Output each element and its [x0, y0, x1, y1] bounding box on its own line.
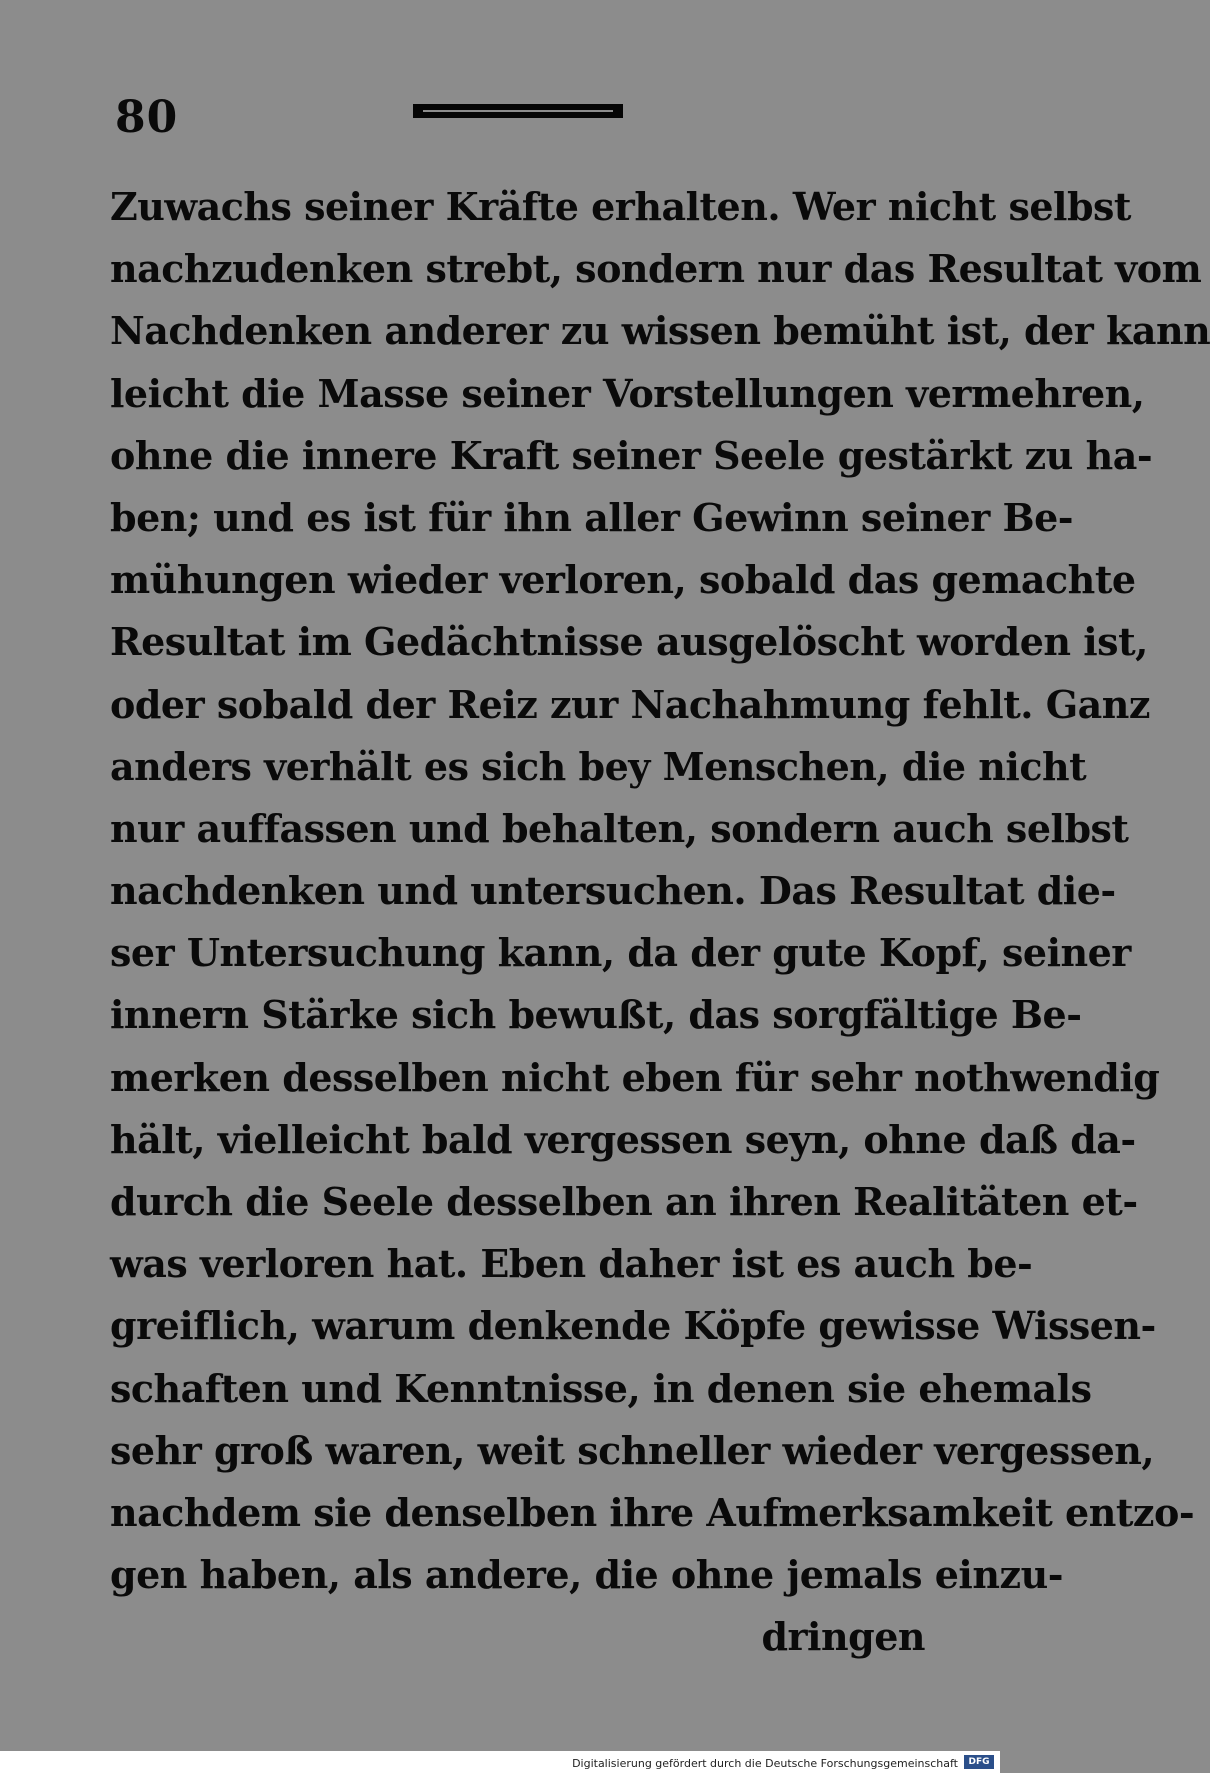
text-line: leicht die Masse seiner Vorstellungen vermehren,: [110, 370, 1145, 416]
text-line: ben; und es ist für ihn aller Gewinn seiner Be-: [110, 494, 1074, 540]
text-line: hält, vielleicht bald vergessen seyn, ohne daß da-: [110, 1116, 1136, 1162]
footer-credit: Digitalisierung gefördert durch die Deutsche Forschungsgemeinschaft: [572, 1757, 958, 1770]
text-line: anders verhält es sich bey Menschen, die nicht: [110, 743, 1087, 789]
catchword: dringen: [761, 1614, 925, 1660]
text-line: sehr groß waren, weit schneller wieder vergessen,: [110, 1427, 1155, 1473]
text-line: oder sobald der Reiz zur Nachahmung fehlt. Ganz: [110, 681, 1150, 727]
text-line: merken desselben nicht eben für sehr nothwendig: [110, 1054, 1160, 1100]
page-number: 80: [115, 92, 179, 143]
text-line: ser Untersuchung kann, da der gute Kopf, seiner: [110, 930, 1131, 976]
text-line: Nachdenken anderer zu wissen bemüht ist, der kann: [110, 308, 1210, 354]
text-line: ohne die innere Kraft seiner Seele gestärkt zu ha-: [110, 432, 1153, 478]
dfg-logo: DFG: [964, 1755, 994, 1769]
text-line: mühungen wieder verloren, sobald das gemachte: [110, 557, 1136, 603]
text-line: schaften und Kenntnisse, in denen sie ehemals: [110, 1365, 1092, 1411]
text-line: gen haben, als andere, die ohne jemals einzu-: [110, 1552, 1063, 1598]
footer-bar: [0, 1751, 1000, 1773]
text-line: innern Stärke sich bewußt, das sorgfältige Be-: [110, 992, 1082, 1038]
text-line: nachdenken und untersuchen. Das Resultat die-: [110, 868, 1116, 914]
text-line: nur auffassen und behalten, sondern auch selbst: [110, 805, 1129, 851]
text-line: durch die Seele desselben an ihren Realitäten et-: [110, 1179, 1138, 1224]
text-block: [110, 176, 1210, 1669]
text-line: was verloren hat. Eben daher ist es auch be-: [110, 1241, 1033, 1287]
text-line: nachdem sie denselben ihre Aufmerksamkeit entzo-: [110, 1489, 1195, 1535]
header-rule: [413, 104, 623, 118]
text-line: Resultat im Gedächtnisse ausgelöscht worden ist,: [110, 619, 1148, 665]
text-line: Zuwachs seiner Kräfte erhalten. Wer nicht selbst: [110, 184, 1131, 229]
text-line: greiflich, warum denkende Köpfe gewisse Wissen-: [110, 1303, 1156, 1349]
text-line: nachzudenken strebt, sondern nur das Resultat vom: [110, 246, 1202, 292]
